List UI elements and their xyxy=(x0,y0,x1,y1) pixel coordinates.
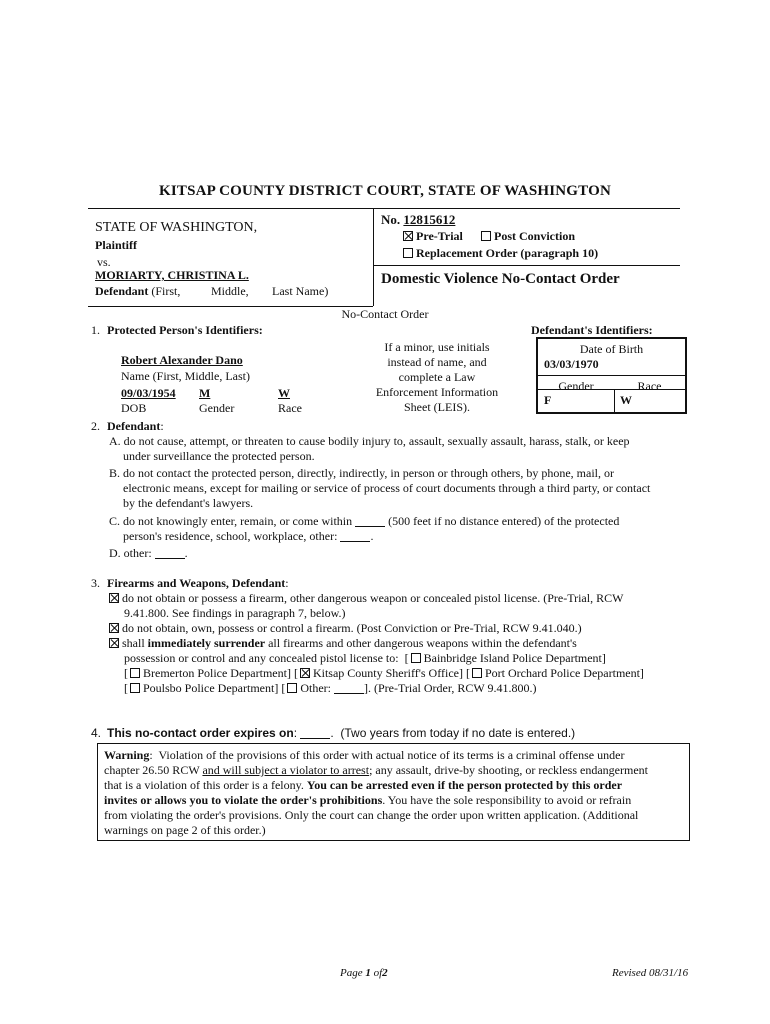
page-of: of xyxy=(373,967,383,979)
post-conviction-checkbox[interactable] xyxy=(481,231,491,241)
section3-num: 3. xyxy=(91,576,100,590)
warning-line: Warning: Violation of the provisions of this order with actual notice of its terms is a criminal offense under xyxy=(104,748,625,762)
agency-other: Other: xyxy=(300,681,331,695)
post-conviction-option[interactable] xyxy=(481,229,575,244)
firearm-option-2[interactable] xyxy=(109,621,582,636)
def-dob-rule xyxy=(538,375,685,376)
minor-note xyxy=(362,340,512,415)
section2-b-line: B. do not contact the protected person, directly, indirectly, in person or through others, by phone, mail, or xyxy=(109,466,614,480)
defendant-caption xyxy=(95,284,180,299)
warning-text: that is a violation of this order is a felony. xyxy=(104,778,304,792)
section2-heading: Defendant: xyxy=(107,419,164,433)
defendant-middle-caption: Middle, xyxy=(211,284,249,298)
warning-line xyxy=(104,778,683,793)
section2-a-line: under surveillance the protected person. xyxy=(123,449,315,463)
pretrial-checkbox[interactable] xyxy=(403,231,413,241)
def-race-label: Race xyxy=(637,379,662,393)
def-dob: 03/03/1970 xyxy=(544,357,599,371)
protected-name-caption: Name (First, Middle, Last) xyxy=(121,369,250,383)
warning-text: ; any assault, drive-by shooting, or reckless endangerment xyxy=(369,763,648,777)
agency-kitsap-checkbox[interactable] xyxy=(300,668,310,678)
warning-label: Warning xyxy=(104,748,150,762)
firearm-option-3-text-c: all firearms and other dangerous weapons within the defendant's xyxy=(268,636,577,650)
minor-note-line: Sheet (LEIS). xyxy=(404,400,470,414)
warning-line: warnings on page 2 of this order.) xyxy=(104,823,266,837)
warning-text: chapter 26.50 RCW xyxy=(104,763,200,777)
warning-text: and will subject a violator to arrest xyxy=(202,763,370,777)
location-other-field[interactable] xyxy=(340,530,370,542)
defendant-label: Defendant xyxy=(95,284,149,298)
warning-line xyxy=(104,793,683,808)
section4-num: 4. xyxy=(91,726,102,740)
post-conviction-label: Post Conviction xyxy=(494,229,575,243)
replacement-checkbox[interactable] xyxy=(403,248,413,258)
def-col-divider xyxy=(614,389,615,412)
section4-label: This no-contact order expires on xyxy=(107,726,294,740)
minor-note-line: instead of name, and xyxy=(387,355,487,369)
pretrial-label: Pre-Trial xyxy=(416,229,463,243)
section2-b xyxy=(109,466,650,511)
protected-gender: M xyxy=(199,386,211,400)
pretrial-option[interactable] xyxy=(403,229,463,244)
case-number-label: No. xyxy=(381,212,401,227)
surrender-agencies-line2: [ Bremerton Police Department] [ Kitsap County Sheriff's Office] [ Port Orchard Police Department] xyxy=(124,666,644,680)
defendant-last-caption: Last Name) xyxy=(272,284,329,298)
case-number-value: 12815612 xyxy=(403,212,456,227)
agency-port-orchard: Port Orchard Police Department] xyxy=(484,666,644,680)
section2-d: D. other: . xyxy=(109,546,188,560)
section2-c-line: (500 feet if no distance entered) of the protected xyxy=(388,514,620,528)
agency-poulsbo: Poulsbo Police Department] xyxy=(143,681,279,695)
section1-num: 1. xyxy=(91,323,100,337)
defendant-identifiers-label: Defendant's Identifiers: xyxy=(531,323,653,337)
minor-note-line: complete a Law xyxy=(398,370,476,384)
other-restriction-field[interactable] xyxy=(155,547,185,559)
court-title: KITSAP COUNTY DISTRICT COURT, STATE OF WASHINGTON xyxy=(158,183,611,199)
protected-race-label: Race xyxy=(278,401,302,415)
section2-num: 2. xyxy=(91,419,100,433)
section2-label: Defendant xyxy=(107,419,161,433)
warning-text: Violation of the provisions of this order with actual notice of its terms is a criminal offense under xyxy=(158,748,625,762)
firearm-option-1-cont: 9.41.800. See findings in paragraph 7, below.) xyxy=(124,606,346,620)
page-indicator xyxy=(340,966,388,981)
section1-label: Protected Person's Identifiers: xyxy=(107,323,263,337)
firearm-option-2-text: do not obtain, own, possess or control a firearm. (Post Conviction or Pre-Trial, RCW 9.41.040.) xyxy=(122,621,582,635)
expiration-date-field[interactable] xyxy=(300,727,330,739)
protected-dob: 09/03/1954 xyxy=(121,386,176,400)
case-number xyxy=(381,212,455,227)
plaintiff-label: Plaintiff xyxy=(95,238,137,252)
plaintiff-name: STATE OF WASHINGTON, xyxy=(95,220,258,235)
surrender-intro: possession or control and any concealed pistol license to: xyxy=(124,651,399,665)
section3-label: Firearms and Weapons, Defendant xyxy=(107,576,286,590)
section2-a xyxy=(109,434,630,464)
minor-note-line: Enforcement Information xyxy=(375,385,499,399)
warning-text: invites or allows you to violate the order's prohibitions xyxy=(104,793,383,807)
page-number: 1 xyxy=(365,967,371,979)
firearm-option-3-text-b: immediately surrender xyxy=(147,636,266,650)
distance-field[interactable] xyxy=(355,515,385,527)
protected-name: Robert Alexander Dano xyxy=(121,353,243,367)
agency-other-checkbox[interactable] xyxy=(287,683,297,693)
section4-note: (Two years from today if no date is entered.) xyxy=(340,726,576,740)
surrender-agencies-line1: possession or control and any concealed pistol license to: [ Bainbridge Island Police Department] xyxy=(124,651,606,665)
agency-bremerton: Bremerton Police Department] xyxy=(143,666,291,680)
agency-bremerton-checkbox[interactable] xyxy=(130,668,140,678)
vs-label: vs. xyxy=(97,255,111,269)
warning-line xyxy=(104,763,683,778)
firearm-option-1-text: do not obtain or possess a firearm, other dangerous weapon or concealed pistol license. (Pre-Trial, RCW xyxy=(122,591,624,605)
section2-b-line: by the defendant's lawyers. xyxy=(123,496,254,510)
section2-d-label: D. other: xyxy=(109,546,152,560)
agency-bainbridge-checkbox[interactable] xyxy=(411,653,421,663)
page-total: 2 xyxy=(382,967,388,979)
order-title: Domestic Violence No-Contact Order xyxy=(381,271,620,287)
protected-dob-label: DOB xyxy=(121,401,147,415)
agency-bainbridge: Bainbridge Island Police Department] xyxy=(423,651,606,665)
firearm-checkbox-2[interactable] xyxy=(109,623,119,633)
agency-other-field[interactable] xyxy=(334,682,364,694)
section-heading: No-Contact Order xyxy=(341,307,429,321)
replacement-label: Replacement Order (paragraph 10) xyxy=(416,246,599,260)
warning-line: from violating the order's provisions. Only the court can change the order upon written application. (Additional xyxy=(104,808,639,822)
caption-divider xyxy=(373,208,374,306)
caption-top-rule xyxy=(88,208,680,209)
def-dob-label: Date of Birth xyxy=(579,342,644,356)
firearm-checkbox-1[interactable] xyxy=(109,593,119,603)
def-gender-label: Gender xyxy=(558,379,594,393)
warning-text: . You have the sole responsibility to avoid or refrain xyxy=(382,793,632,807)
agency-other-end: ]. (Pre-Trial Order, RCW 9.41.800.) xyxy=(363,681,537,695)
firearm-checkbox-3[interactable] xyxy=(109,638,119,648)
def-gender-rule xyxy=(538,389,685,390)
warning-text: You can be arrested even if the person protected by this order xyxy=(306,778,623,792)
defendant-first-caption: (First, xyxy=(151,284,181,298)
revised-date: Revised 08/31/16 xyxy=(612,967,689,979)
surrender-agencies-line3: [ Poulsbo Police Department] [ Other: ]. (Pre-Trial Order, RCW 9.41.800.) xyxy=(124,681,537,695)
protected-race: W xyxy=(278,386,290,400)
section2-b-line: electronic means, except for mailing or service of process of court documents through a third party, or contact xyxy=(123,481,651,495)
agency-poulsbo-checkbox[interactable] xyxy=(130,683,140,693)
def-gender: F xyxy=(544,393,552,407)
def-race: W xyxy=(620,393,632,407)
agency-kitsap: Kitsap County Sheriff's Office] xyxy=(312,666,463,680)
section3-heading: Firearms and Weapons, Defendant: xyxy=(107,576,289,590)
section2-c-line: C. do not knowingly enter, remain, or come within xyxy=(109,514,353,528)
replacement-option[interactable] xyxy=(403,246,598,261)
defendant-identifiers-box xyxy=(536,337,687,414)
warning-box xyxy=(97,743,690,841)
section2-a-line: A. do not cause, attempt, or threaten to cause bodily injury to, assault, sexually assault, harass, stalk, or keep xyxy=(109,434,630,448)
firearm-option-1[interactable] xyxy=(109,591,623,606)
firearm-option-3[interactable] xyxy=(109,636,577,651)
section2-c: C. do not knowingly enter, remain, or come within (500 feet if no distance entered) of the protected person's residence, school, workplace, other: . xyxy=(109,514,620,543)
firearm-option-3-text-a: shall xyxy=(122,636,145,650)
section4-line: This no-contact order expires on: . (Two years from today if no date is entered.) xyxy=(107,726,576,740)
caption-right-rule xyxy=(373,265,680,266)
section2-c-line: person's residence, school, workplace, other: xyxy=(123,529,338,543)
protected-gender-label: Gender xyxy=(199,401,235,415)
agency-port-orchard-checkbox[interactable] xyxy=(472,668,482,678)
minor-note-line: If a minor, use initials xyxy=(384,340,490,354)
defendant-name: MORIARTY, CHRISTINA L. xyxy=(95,268,249,282)
page-word: Page xyxy=(340,967,363,979)
